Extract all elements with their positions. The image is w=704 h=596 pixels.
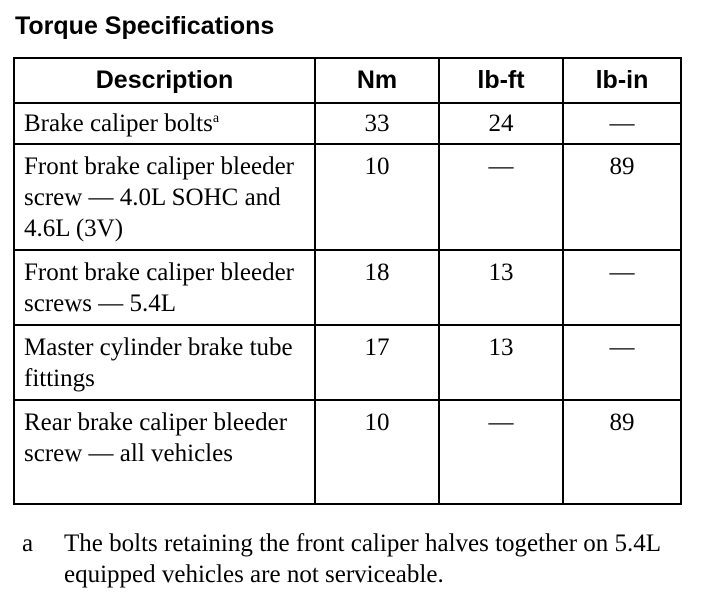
header-description: Description xyxy=(14,58,315,103)
description-cell: Front brake caliper bleeder screw — 4.0L SOHC and 4.6L (3V) xyxy=(14,144,315,250)
lb-in-cell: — xyxy=(563,103,681,144)
description-text: Brake caliper bolts xyxy=(24,110,213,137)
page-title: Torque Specifications xyxy=(15,12,275,40)
table-row xyxy=(14,400,681,504)
description-cell xyxy=(14,103,315,144)
table-row xyxy=(14,250,681,325)
table-row xyxy=(14,325,681,400)
description-cell: Rear brake caliper bleeder screw — all vehicles xyxy=(14,400,315,504)
description-cell: Master cylinder brake tube fittings xyxy=(14,325,315,400)
lb-in-cell: — xyxy=(563,250,681,325)
header-lb-ft: lb-ft xyxy=(439,58,563,103)
description-cell: Front brake caliper bleeder screws — 5.4L xyxy=(14,250,315,325)
lb-in-cell: 89 xyxy=(563,400,681,504)
nm-cell: 33 xyxy=(315,103,439,144)
nm-cell: 10 xyxy=(315,400,439,504)
footnote-marker: a xyxy=(22,530,34,557)
header-nm: Nm xyxy=(315,58,439,103)
header-lb-in: lb-in xyxy=(563,58,681,103)
lb-in-cell: 89 xyxy=(563,144,681,250)
lb-ft-cell: 24 xyxy=(439,103,563,144)
table-row xyxy=(14,144,681,250)
nm-cell: 18 xyxy=(315,250,439,325)
lb-ft-cell: — xyxy=(439,144,563,250)
lb-ft-cell: 13 xyxy=(439,250,563,325)
footnote-text: The bolts retaining the front caliper halves together on 5.4L equipped vehicles are not serviceable. xyxy=(64,530,661,588)
footnote xyxy=(22,528,672,590)
torque-spec-table xyxy=(13,57,682,505)
table-row xyxy=(14,103,681,144)
nm-cell: 10 xyxy=(315,144,439,250)
table-header-row xyxy=(14,58,681,103)
lb-ft-cell: 13 xyxy=(439,325,563,400)
nm-cell: 17 xyxy=(315,325,439,400)
lb-in-cell: — xyxy=(563,325,681,400)
lb-ft-cell: — xyxy=(439,400,563,504)
footnote-ref: a xyxy=(212,111,220,126)
